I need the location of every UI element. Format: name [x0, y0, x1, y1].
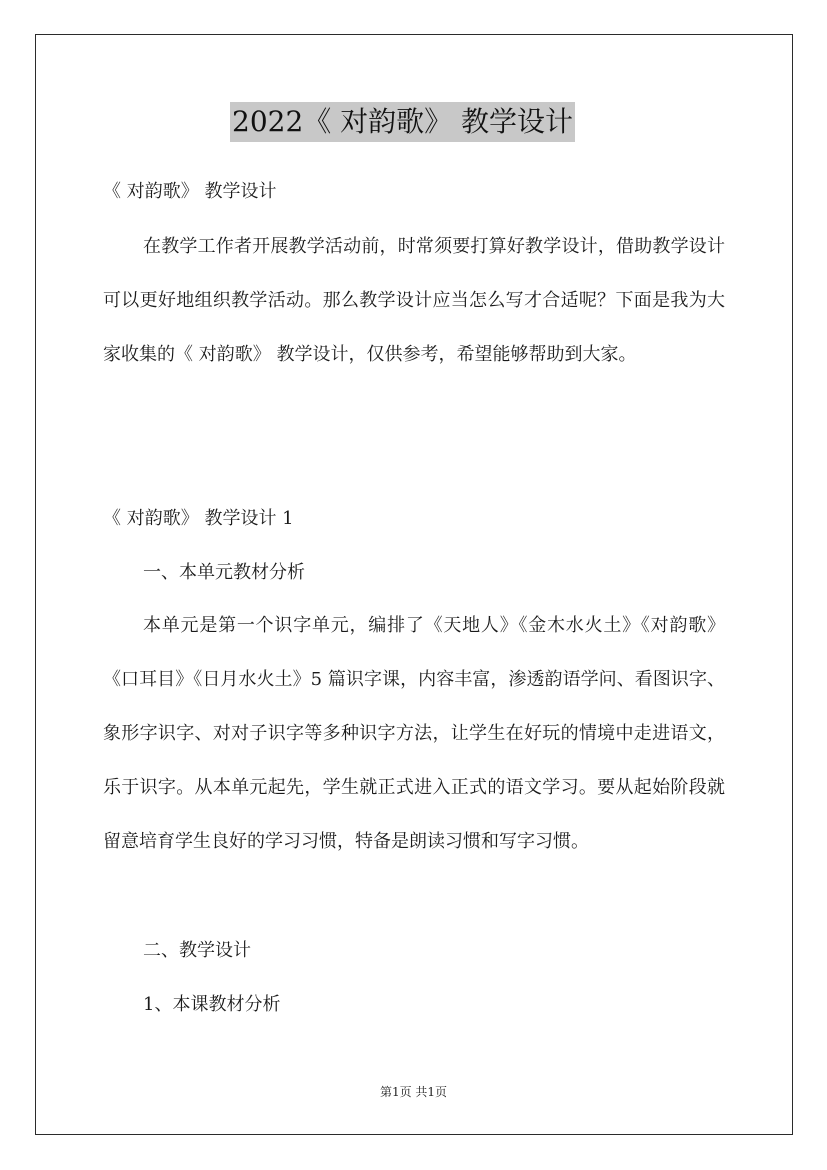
document-title: 2022《 对韵歌》 教学设计 — [230, 102, 575, 142]
heading-teaching-design: 二、教学设计 — [143, 940, 251, 961]
intro-paragraph: 在教学工作者开展教学活动前，时常须要打算好教学设计，借助教学设计可以更好地组织教学活动。那么教学设计应当怎么写才合适呢？下面是我为大家收集的《 对韵歌》 教学设计，仅供参考，希望能够帮助到大家。 — [103, 236, 725, 365]
section-title: 《 对韵歌》 教学设计 1 — [103, 508, 294, 529]
page-footer: 第1页 共1页 — [379, 1085, 448, 1099]
subtitle: 《 对韵歌》 教学设计 — [103, 181, 277, 202]
heading-unit-analysis: 一、本单元教材分析 — [143, 562, 305, 583]
unit-analysis-paragraph: 本单元是第一个识字单元，编排了《天地人》《金木水火土》《对韵歌》《口耳目》《日月水火土》5 篇识字课，内容丰富，渗透韵语学问、看图识字、象形字识字、对对子识字等多种识字方法，让学生在好玩的情境中走进语文，乐于识字。从本单元起先，学生就正式进入正式的语文学习。要从起始阶段就留意培育学生良好的学习习惯，特备是朗读习惯和写字习惯。 — [103, 615, 725, 852]
heading-lesson-analysis: 1、本课教材分析 — [143, 994, 281, 1015]
